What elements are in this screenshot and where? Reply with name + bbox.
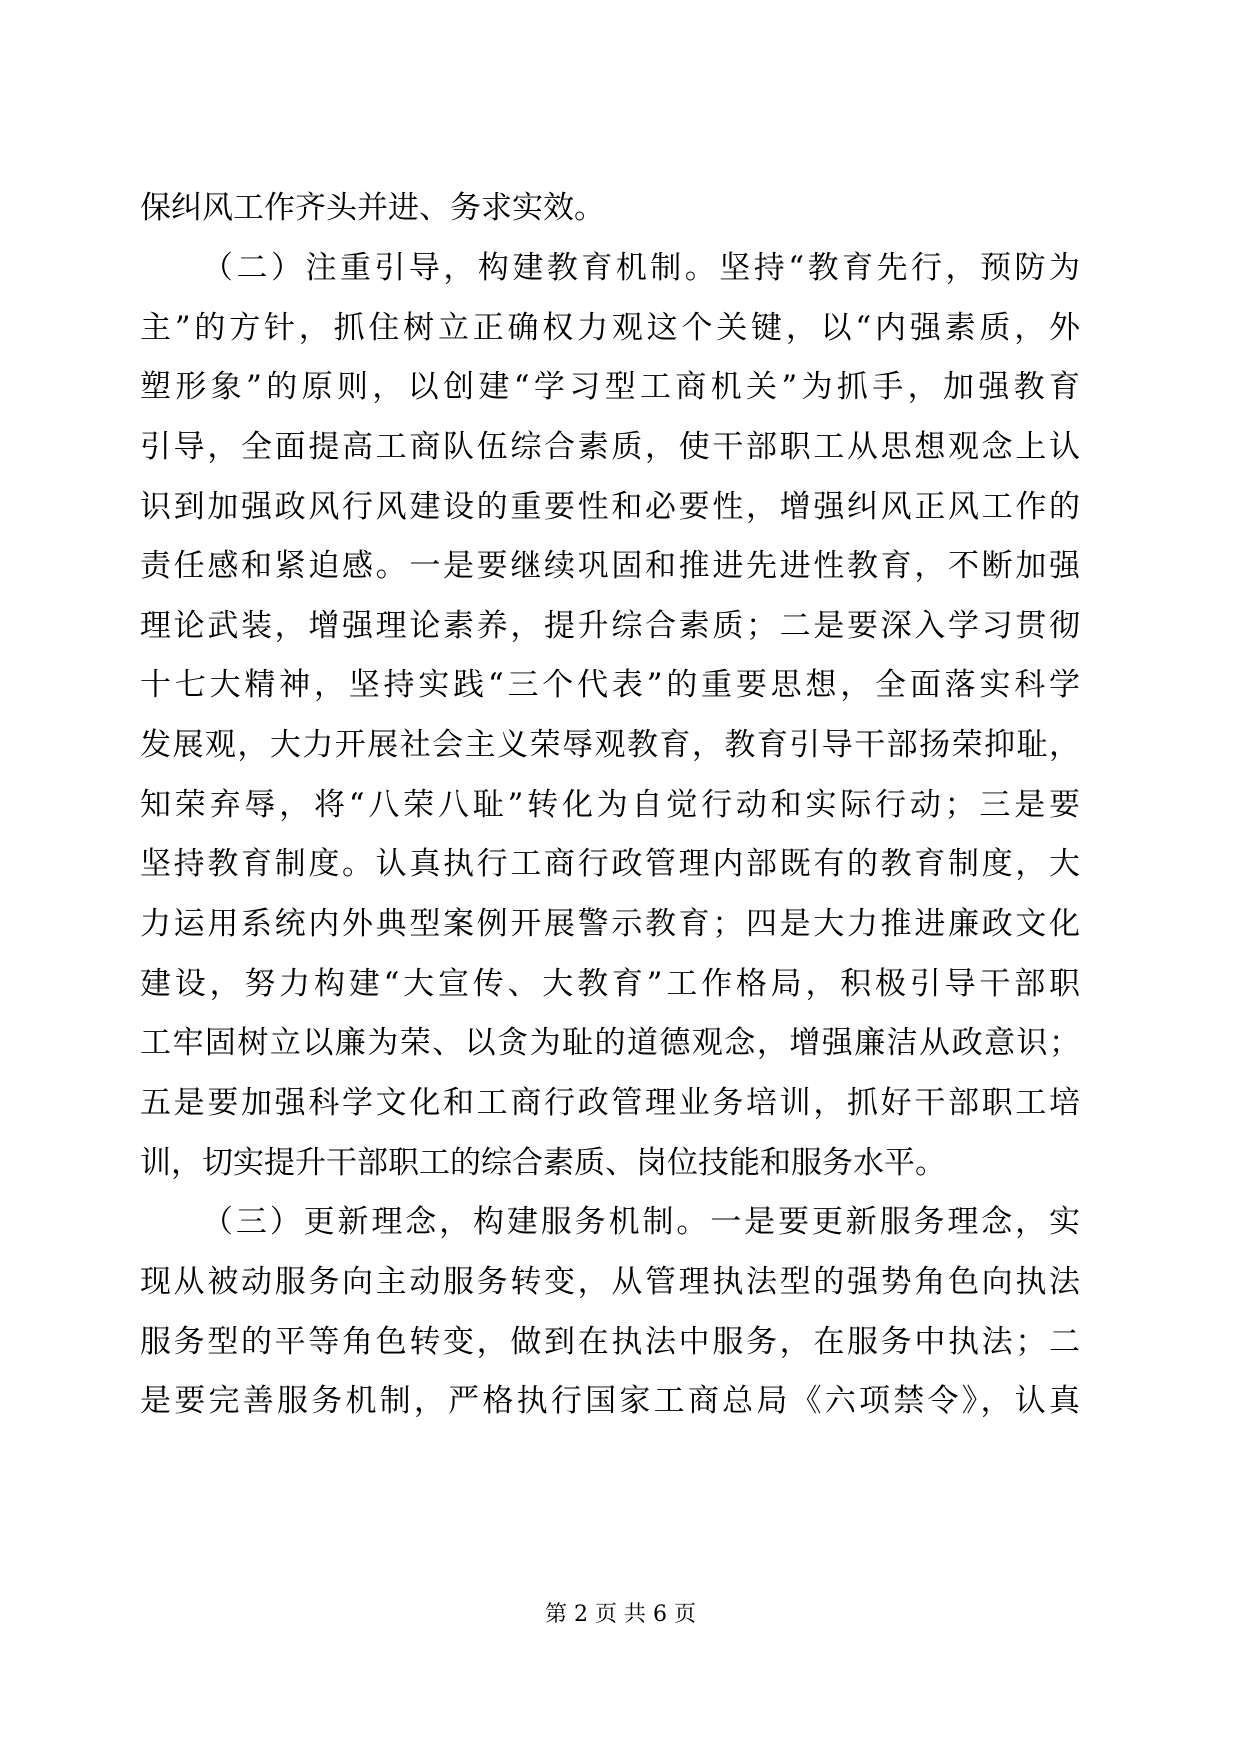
page-number-footer: 第 2 页 共 6 页 (545, 1602, 696, 1627)
text-line: 塑形象”的原则，以创建“学习型工商机关”为抓手，加强教育 (140, 369, 1080, 405)
text-line: 责任感和紧迫感。一是要继续巩固和推进先进性教育，不断加强 (140, 548, 1080, 584)
text-line: 识到加强政风行风建设的重要性和必要性，增强纠风正风工作的 (140, 489, 1080, 525)
text-line: 力运用系统内外典型案例开展警示教育；四是大力推进廉政文化 (140, 906, 1080, 942)
text-line: 训，切实提升干部职工的综合素质、岗位技能和服务水平。 (140, 1145, 946, 1181)
paragraph-first-line: （三）更新理念，构建服务机制。一是要更新服务理念，实 (202, 1204, 1080, 1240)
text-line: 建设，努力构建“大宣传、大教育”工作格局，积极引导干部职 (140, 966, 1080, 1002)
text-line: 主”的方针，抓住树立正确权力观这个关键，以“内强素质，外 (140, 310, 1080, 346)
text-line: 坚持教育制度。认真执行工商行政管理内部既有的教育制度，大 (140, 846, 1080, 882)
text-line: 现从被动服务向主动服务转变，从管理执法型的强势角色向执法 (140, 1264, 1080, 1300)
paragraph-first-line: （二）注重引导，构建教育机制。坚持“教育先行，预防为 (202, 250, 1080, 286)
text-line: 十七大精神，坚持实践“三个代表”的重要思想，全面落实科学 (140, 667, 1080, 703)
text-line: 引导，全面提高工商队伍综合素质，使干部职工从思想观念上认 (140, 429, 1080, 465)
text-line: 发展观，大力开展社会主义荣辱观教育，教育引导干部扬荣抑耻， (140, 727, 1080, 763)
text-line: 五是要加强科学文化和工商行政管理业务培训，抓好干部职工培 (140, 1085, 1080, 1121)
text-line: 是要完善服务机制，严格执行国家工商总局《六项禁令》，认真 (140, 1383, 1080, 1419)
text-line: 保纠风工作齐头并进、务求实效。 (140, 190, 605, 226)
text-line: 知荣弃辱，将“八荣八耻”转化为自觉行动和实际行动；三是要 (140, 787, 1080, 823)
text-line: 工牢固树立以廉为荣、以贪为耻的道德观念，增强廉洁从政意识； (140, 1025, 1080, 1061)
text-line: 理论武装，增强理论素养，提升综合素质；二是要深入学习贯彻 (140, 608, 1080, 644)
text-line: 服务型的平等角色转变，做到在执法中服务，在服务中执法；二 (140, 1324, 1080, 1360)
